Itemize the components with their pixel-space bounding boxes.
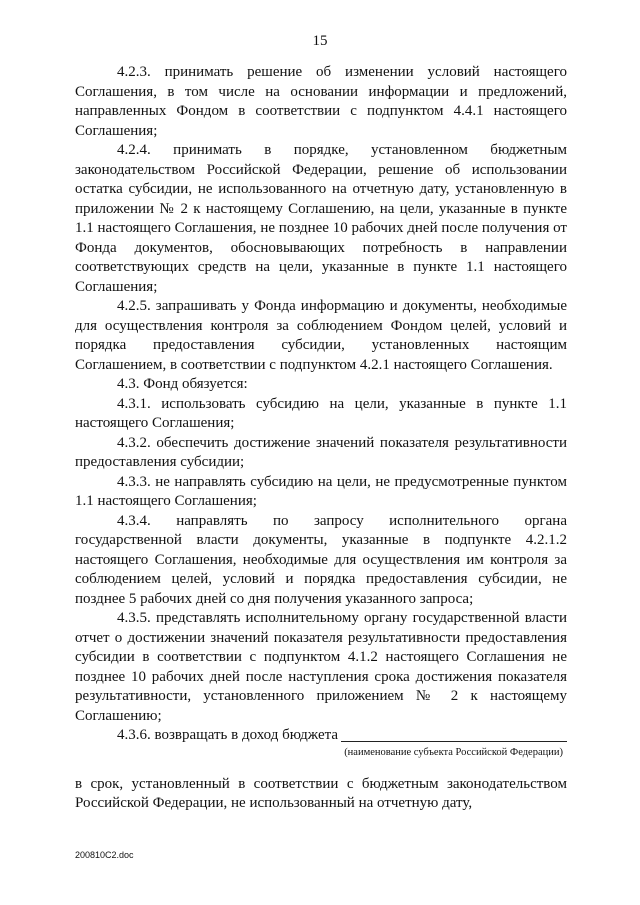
document-body bbox=[75, 63, 567, 814]
clause-4-3-6-row bbox=[75, 726, 567, 746]
blank-caption: (наименование субъекта Российской Федерации) bbox=[344, 746, 563, 758]
page-number: 15 bbox=[312, 33, 328, 49]
fill-in-blank-line bbox=[341, 727, 567, 742]
clause-4-3-5: 4.3.5. представлять исполнительному органу государственной власти отчет о достижении значений показателя результативности предоставления субсидии в соответствии с подпунктом 4.1.2 настоящего Соглашения не позднее 10 рабочих дней после наступления срока достижения показателя результативности, установленного приложением № 2 к настоящему Соглашению; bbox=[75, 610, 567, 724]
clause-4-3-3: 4.3.3. не направлять субсидию на цели, не предусмотренные пунктом 1.1 настоящего Соглашения; bbox=[75, 473, 567, 509]
clause-4-2-4: 4.2.4. принимать в порядке, установленном бюджетным законодательством Российской Федерации, решение об использовании остатка субсидии, не использованного на отчетную дату, установленную в приложении № 2 к настоящему Соглашению, на цели, указанные в пункте 1.1 настоящего Соглашения, не позднее 10 рабочих дней после получения от Фонда документов, обосновывающих потребность в направлении соответствующих средств на цели, указанные в пункте 1.1 настоящего Соглашения; bbox=[75, 142, 567, 295]
clause-4-3-6-continuation: в срок, установленный в соответствии с бюджетным законодательством Российской Федерации, не использованный на отчетную дату, bbox=[75, 775, 567, 811]
section-4-3-heading: 4.3. Фонд обязуется: bbox=[117, 376, 248, 392]
clause-4-3-6-label: 4.3.6. возвращать в доход бюджета bbox=[117, 727, 339, 743]
clause-4-2-5: 4.2.5. запрашивать у Фонда информацию и документы, необходимые для осуществления контроля за соблюдением Фондом целей, условий и порядка предоставления субсидии, установленных настоящим Соглашением, в соответствии с подпунктом 4.2.1 настоящего Соглашения. bbox=[75, 298, 567, 373]
file-name-footer: 200810C2.doc bbox=[75, 850, 134, 860]
clause-4-3-4: 4.3.4. направлять по запросу исполнительного органа государственной власти документы, указанные в подпункте 4.2.1.2 настоящего Соглашения, необходимые для осуществления им контроля за соблюдением целей, условий и порядка предоставления субсидии, не позднее 5 рабочих дней со дня получения указанного запроса; bbox=[75, 512, 567, 607]
clause-4-2-3: 4.2.3. принимать решение об изменении условий настоящего Соглашения, в том числе на основании информации и предложений, направленных Фондом в соответствии с подпунктом 4.4.1 настоящего Соглашения; bbox=[75, 64, 567, 139]
clause-4-3-2: 4.3.2. обеспечить достижение значений показателя результативности предоставления субсидии; bbox=[75, 434, 567, 470]
clause-4-3-1: 4.3.1. использовать субсидию на цели, указанные в пункте 1.1 настоящего Соглашения; bbox=[75, 395, 567, 431]
